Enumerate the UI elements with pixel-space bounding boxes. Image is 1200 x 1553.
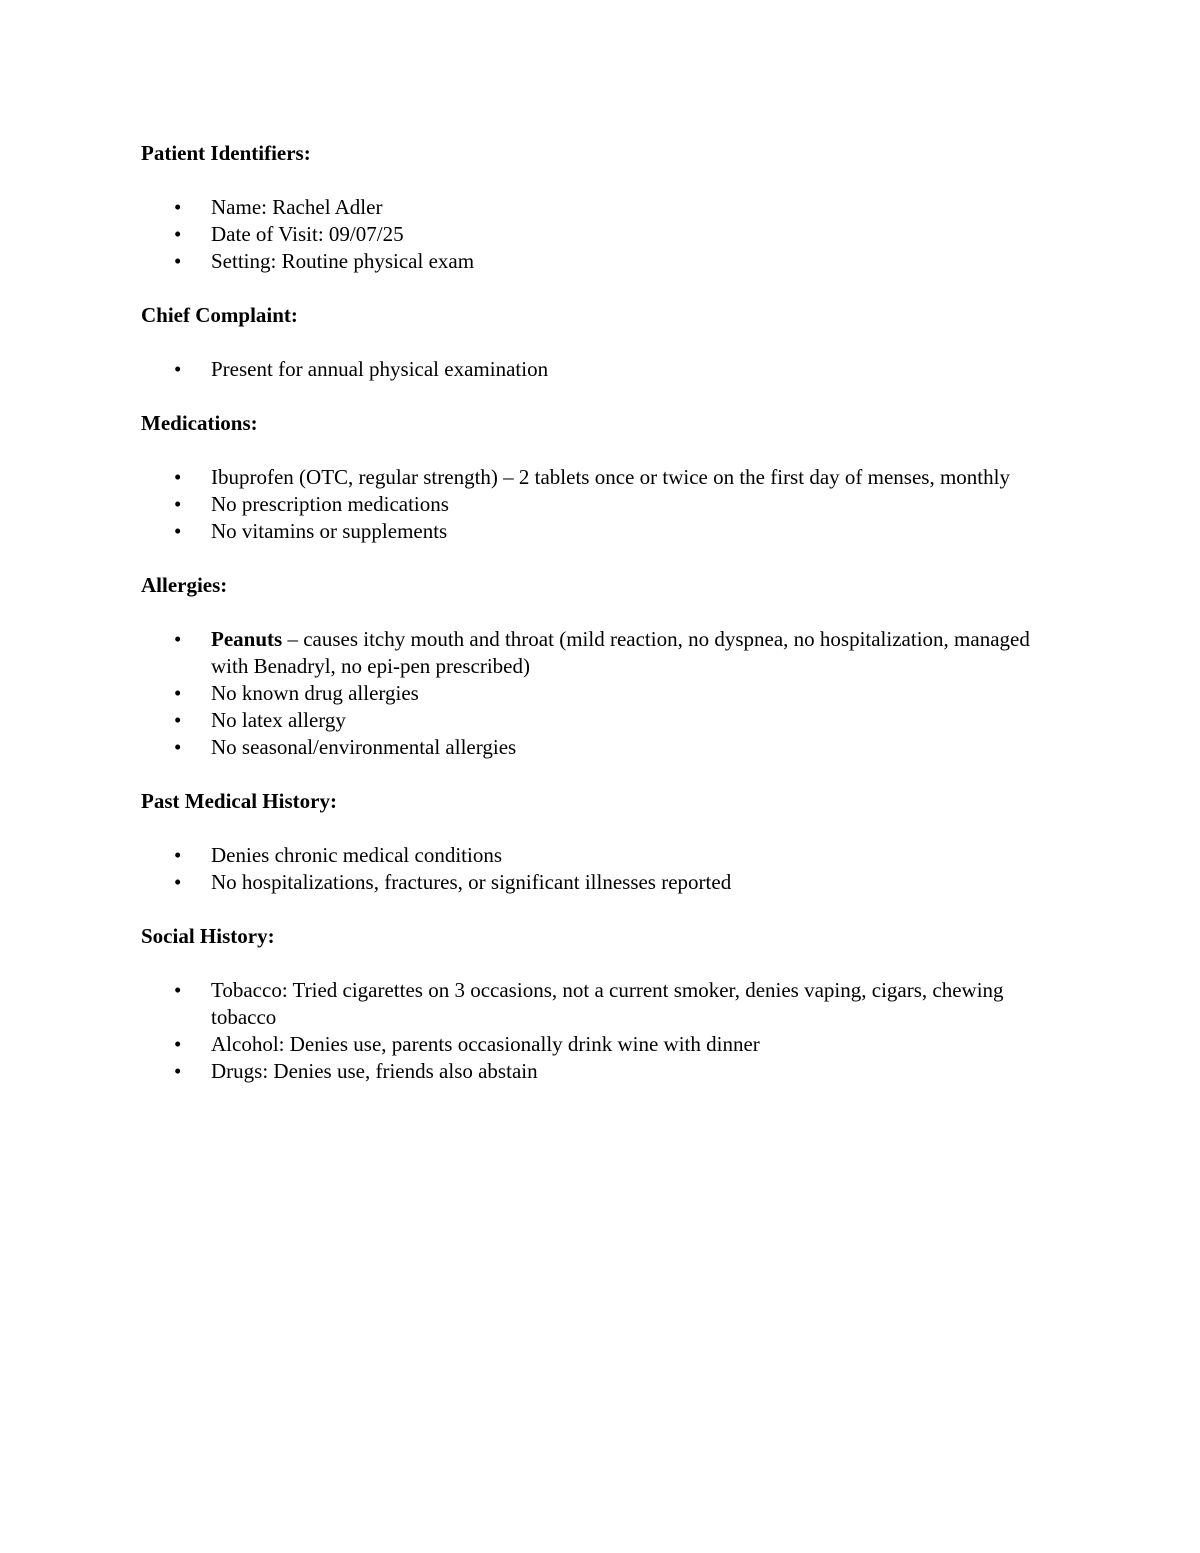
list-item [141,869,1061,896]
bullet-icon: • [174,249,182,273]
medications-heading: Medications: [141,411,258,435]
social-tobacco: Tobacco: Tried cigarettes on 3 occasions, not a current smoker, denies vaping, cigars, chewing tobacco [211,978,1004,1029]
bullet-icon: • [174,627,182,651]
allergy-latex: No latex allergy [211,708,346,732]
list-item [141,626,1061,680]
bullet-icon: • [174,735,182,759]
bullet-icon: • [174,492,182,516]
list-item [141,464,1061,491]
allergies-heading: Allergies: [141,573,228,597]
visit-date: Date of Visit: 09/07/25 [211,222,404,246]
visit-setting: Setting: Routine physical exam [211,249,475,273]
allergy-seasonal: No seasonal/environmental allergies [211,735,517,759]
list-item [141,680,1061,707]
bullet-icon: • [174,1032,182,1056]
list-item [141,842,1061,869]
document-page [141,140,1061,1112]
bullet-icon: • [174,222,182,246]
bullet-icon: • [174,195,182,219]
list-item [141,221,1061,248]
medication-prescription: No prescription medications [211,492,449,516]
bullet-icon: • [174,357,182,381]
social-alcohol: Alcohol: Denies use, parents occasionally drink wine with dinner [211,1032,760,1056]
allergies-list [141,626,1061,761]
list-item [141,491,1061,518]
list-item [141,707,1061,734]
past-medical-history-list [141,842,1061,896]
allergy-peanuts-label: Peanuts [211,627,283,651]
list-item [141,194,1061,221]
list-item [141,356,1061,383]
list-item [141,1031,1061,1058]
social-drugs: Drugs: Denies use, friends also abstain [211,1059,538,1083]
past-medical-history-heading: Past Medical History: [141,789,337,813]
chief-complaint-heading: Chief Complaint: [141,303,298,327]
allergy-peanuts-detail: – causes itchy mouth and throat (mild reaction, no dyspnea, no hospitalization, managed with Benadryl, no epi-pen prescribed) [211,627,1030,678]
medication-supplements: No vitamins or supplements [211,519,448,543]
chief-complaint-text: Present for annual physical examination [211,357,549,381]
bullet-icon: • [174,978,182,1002]
social-history-heading: Social History: [141,924,275,948]
chief-complaint-list [141,356,1061,383]
patient-identifiers-list [141,194,1061,275]
social-history-list [141,977,1061,1085]
allergy-drug: No known drug allergies [211,681,419,705]
medication-ibuprofen: Ibuprofen (OTC, regular strength) – 2 tablets once or twice on the first day of menses, monthly [211,465,1010,489]
medications-list [141,464,1061,545]
bullet-icon: • [174,465,182,489]
list-item [141,248,1061,275]
pmh-chronic: Denies chronic medical conditions [211,843,502,867]
patient-identifiers-heading: Patient Identifiers: [141,141,311,165]
patient-name: Name: Rachel Adler [211,195,383,219]
list-item [141,734,1061,761]
bullet-icon: • [174,1059,182,1083]
list-item [141,977,1061,1031]
bullet-icon: • [174,519,182,543]
bullet-icon: • [174,708,182,732]
bullet-icon: • [174,870,182,894]
pmh-hospitalizations: No hospitalizations, fractures, or significant illnesses reported [211,870,732,894]
bullet-icon: • [174,843,182,867]
list-item [141,1058,1061,1085]
list-item [141,518,1061,545]
bullet-icon: • [174,681,182,705]
